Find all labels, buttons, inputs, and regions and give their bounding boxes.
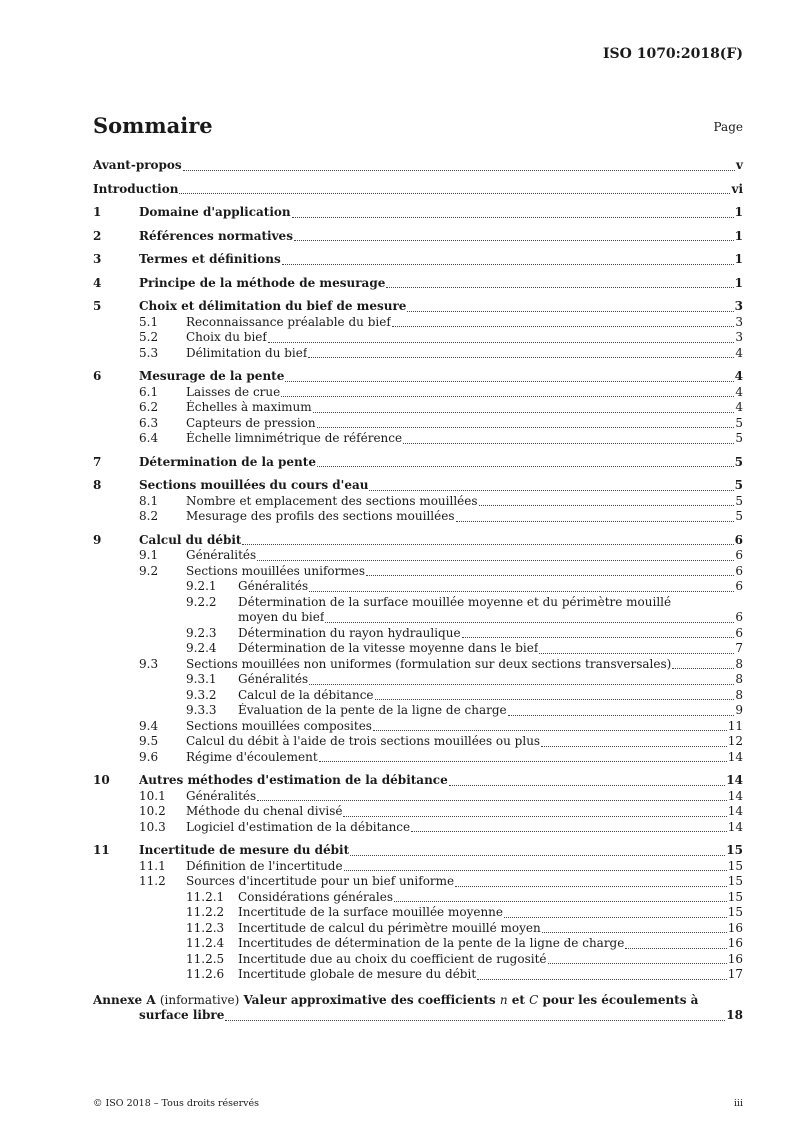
annex-title-part: pour les écoulements à — [542, 992, 699, 1007]
toc-entry-title: Capteurs de pression — [186, 415, 316, 430]
toc-entry-page: 3 — [735, 314, 743, 329]
toc-entry[interactable] — [93, 400, 743, 416]
toc-dot-leader — [449, 785, 726, 786]
toc-entry-page: 14 — [726, 773, 743, 787]
toc-entry-title: Méthode du chenal divisé — [186, 804, 343, 818]
toc-entry-title: Sections mouillées non uniformes (formulation sur deux sections transversales) — [186, 656, 672, 671]
toc-entry[interactable] — [93, 315, 743, 331]
toc-dot-leader — [462, 637, 735, 638]
annex-var-c: C — [529, 992, 539, 1007]
toc-entry-title: Avant-propos — [93, 158, 182, 172]
toc-entry-page: 14 — [727, 819, 743, 834]
toc-dot-leader — [317, 466, 734, 467]
toc-entry-title: Sections mouillées composites — [186, 718, 372, 733]
toc-dot-leader — [369, 490, 733, 491]
toc-entry-number: 9.6 — [139, 749, 159, 764]
toc-dot-leader — [672, 668, 734, 669]
toc-entry[interactable] — [93, 890, 743, 906]
toc-entry[interactable] — [93, 843, 743, 859]
toc-entry-title: Détermination de la surface mouillée moyenne et du périmètre mouillé — [238, 594, 672, 609]
toc-entry-number: 9.2.4 — [186, 641, 217, 655]
toc-entry[interactable] — [93, 509, 743, 525]
toc-entry-title: Incertitudes de détermination de la pente de la ligne de charge — [238, 936, 625, 950]
toc-entry-number: 6.2 — [139, 400, 159, 414]
toc-entry-page: 8 — [735, 672, 743, 686]
toc-entry-number: 11.2.1 — [186, 889, 225, 904]
toc-entry-title: Incertitude globale de mesure du débit — [238, 967, 477, 981]
toc-dot-leader — [394, 901, 727, 902]
toc-entry-page: 14 — [727, 804, 743, 818]
toc-entry-page: 5 — [735, 415, 743, 430]
toc-entry-title: Détermination de la pente — [139, 454, 316, 469]
toc-entry-number: 11.2.5 — [186, 951, 225, 966]
toc-entry[interactable] — [93, 750, 743, 766]
toc-entry[interactable] — [93, 874, 743, 890]
toc-entry[interactable] — [93, 548, 743, 564]
toc-dot-leader — [268, 342, 735, 343]
toc-entry-number: 6 — [93, 369, 102, 383]
toc-dot-leader — [386, 287, 733, 288]
toc-entry-page: 5 — [735, 493, 743, 508]
toc-entry[interactable] — [93, 494, 743, 510]
toc-dot-leader — [541, 746, 727, 747]
toc-entry-number: 9.3.1 — [186, 672, 217, 686]
annex-label: Annexe A — [93, 992, 156, 1007]
toc-entry-title: Sections mouillées uniformes — [186, 563, 365, 578]
toc-entry-number: 9.2 — [139, 563, 159, 578]
toc-dot-leader — [282, 264, 734, 265]
toc-entry[interactable] — [93, 789, 743, 805]
toc-entry-title: Termes et définitions — [139, 252, 281, 266]
toc-entry-page: 9 — [735, 703, 743, 717]
toc-entry[interactable] — [93, 205, 743, 221]
footer-copyright: © ISO 2018 – Tous droits réservés — [93, 1098, 260, 1109]
toc-entry-title: Délimitation du bief — [186, 345, 308, 360]
toc-entry-page: 4 — [735, 384, 743, 399]
toc-entry[interactable] — [93, 905, 743, 921]
toc-entry-title: Choix du bief — [186, 330, 267, 344]
toc-entry-title: Autres méthodes d'estimation de la débitance — [139, 773, 448, 787]
toc-entry[interactable] — [93, 158, 743, 174]
toc-entry[interactable] — [93, 734, 743, 750]
toc-entry-page: 5 — [734, 454, 743, 469]
toc-entry[interactable] — [93, 936, 743, 952]
toc-entry-number: 8.2 — [139, 509, 159, 523]
toc-entry-number: 1 — [93, 205, 102, 219]
toc-entry-title: Incertitude due au choix du coefficient de rugosité — [238, 951, 547, 966]
toc-entry-number: 11.2.4 — [186, 936, 225, 950]
toc-entry-title: Sections mouillées du cours d'eau — [139, 478, 369, 492]
toc-entry-title: Échelle limnimétrique de référence — [186, 431, 403, 445]
toc-entry-number: 5.3 — [139, 345, 159, 360]
toc-entry-title: Calcul du débit à l'aide de trois sections mouillées ou plus — [186, 734, 541, 748]
table-of-contents — [93, 158, 743, 1024]
toc-dot-leader — [508, 715, 735, 716]
toc-entry-title: Évaluation de la pente de la ligne de charge — [238, 703, 507, 717]
toc-entry-page: 4 — [734, 369, 743, 383]
toc-entry[interactable] — [93, 533, 743, 549]
toc-entry[interactable] — [93, 346, 743, 362]
toc-dot-leader — [477, 979, 727, 980]
toc-dot-leader — [504, 917, 727, 918]
annex-title-part: et — [511, 992, 525, 1007]
toc-entry-title: Introduction — [93, 181, 179, 196]
toc-dot-leader — [319, 761, 727, 762]
toc-entry-title: Détermination de la vitesse moyenne dans le bief — [238, 641, 539, 655]
toc-entry-title: Nombre et emplacement des sections mouillées — [186, 493, 478, 508]
toc-dot-leader — [257, 560, 734, 561]
toc-entry-number: 10.1 — [139, 788, 166, 803]
toc-entry-title: Considérations générales — [238, 889, 393, 904]
toc-entry-page: 6 — [735, 548, 743, 562]
toc-entry-number: 6.1 — [139, 384, 159, 399]
toc-entry-title: Choix et délimitation du bief de mesure — [139, 299, 407, 313]
toc-entry-number: 9.3.2 — [186, 687, 217, 702]
toc-entry-number: 10.3 — [139, 819, 166, 834]
toc-entry-number: 9 — [93, 532, 102, 547]
toc-entry-page: 17 — [727, 967, 743, 981]
toc-entry-page: 6 — [735, 563, 743, 578]
toc-entry-number: 9.5 — [139, 734, 159, 748]
toc-entry[interactable] — [93, 579, 743, 595]
page-title: Sommaire — [93, 113, 213, 138]
toc-entry[interactable] — [93, 431, 743, 447]
toc-entry-page: 7 — [735, 641, 743, 655]
toc-entry[interactable] — [93, 641, 743, 657]
toc-dot-leader — [313, 412, 735, 413]
toc-entry-number: 11.1 — [139, 858, 166, 873]
toc-entry[interactable] — [93, 299, 743, 315]
toc-entry-page: 6 — [735, 579, 743, 593]
page-column-label: Page — [713, 120, 743, 134]
toc-entry-page: 16 — [727, 920, 743, 935]
toc-dot-leader — [309, 684, 734, 685]
toc-entry-page: 6 — [735, 625, 743, 640]
toc-dot-leader — [294, 240, 734, 241]
toc-entry-number: 10 — [93, 773, 110, 787]
toc-entry-number: 9.3.3 — [186, 703, 217, 717]
toc-entry-title: Principe de la méthode de mesurage — [139, 275, 386, 290]
toc-entry-number: 8 — [93, 478, 102, 492]
toc-entry-number: 4 — [93, 275, 102, 290]
toc-entry-page: 12 — [727, 734, 743, 748]
toc-entry-number: 9.1 — [139, 548, 159, 562]
toc-entry-title: Échelles à maximum — [186, 400, 312, 414]
toc-entry-page: 1 — [734, 252, 743, 266]
toc-entry-page: 4 — [735, 400, 743, 414]
toc-entry-title: Incertitude de mesure du débit — [139, 843, 350, 857]
toc-entry[interactable] — [93, 229, 743, 245]
toc-dot-leader — [317, 427, 735, 428]
toc-dot-leader — [403, 443, 734, 444]
toc-dot-leader — [281, 396, 734, 397]
toc-entry-title: Laisses de crue — [186, 384, 281, 399]
annex-title-continuation: surface libre — [139, 1008, 225, 1022]
toc-entry-title: Reconnaissance préalable du bief — [186, 314, 391, 329]
toc-dot-leader — [344, 870, 727, 871]
annex-var-n: n — [499, 992, 508, 1007]
toc-entry-title: Sources d'incertitude pour un bief uniforme — [186, 874, 455, 888]
toc-dot-leader — [343, 816, 726, 817]
toc-entry-number: 11.2 — [139, 874, 166, 888]
toc-entry-title: Généralités — [238, 672, 309, 686]
toc-entry-page: 8 — [735, 687, 743, 702]
toc-entry-number: 8.1 — [139, 493, 159, 508]
toc-entry-page: 6 — [734, 532, 743, 547]
toc-entry-page: 1 — [734, 275, 743, 290]
toc-entry-title: Définition de l'incertitude — [186, 858, 343, 873]
toc-entry[interactable] — [93, 330, 743, 346]
toc-dot-leader — [257, 800, 727, 801]
toc-dot-leader — [456, 521, 735, 522]
toc-entry[interactable] — [93, 967, 743, 983]
toc-entry[interactable] — [93, 626, 743, 642]
toc-entry-page: 4 — [735, 345, 743, 360]
toc-entry-page: 11 — [727, 718, 743, 733]
toc-entry[interactable] — [93, 804, 743, 820]
toc-dot-leader — [455, 886, 727, 887]
toc-entry-title: Calcul de la débitance — [238, 687, 374, 702]
toc-entry-title: Mesurage des profils des sections mouillées — [186, 509, 455, 523]
toc-dot-leader — [285, 381, 733, 382]
toc-entry-page: 15 — [727, 874, 743, 888]
toc-entry-number: 9.2.1 — [186, 579, 217, 593]
toc-entry-page: 5 — [734, 478, 743, 492]
toc-entry-page: 5 — [735, 431, 743, 445]
toc-dot-leader — [479, 505, 735, 506]
toc-entry-page: 1 — [734, 228, 743, 243]
annex-title-part: Valeur approximative des coefficients — [243, 992, 496, 1007]
toc-dot-leader — [309, 591, 734, 592]
toc-entry-title: Généralités — [186, 548, 257, 562]
toc-dot-leader — [539, 653, 734, 654]
toc-entry-page: 14 — [727, 788, 743, 803]
toc-entry-page: 3 — [735, 330, 743, 344]
toc-entry-number: 11.2.6 — [186, 967, 225, 981]
toc-entry-number: 5 — [93, 299, 102, 313]
toc-entry[interactable] — [93, 478, 743, 494]
toc-entry-title-continuation: moyen du bief — [238, 610, 325, 624]
toc-entry-title: Références normatives — [139, 228, 293, 243]
toc-entry-page: 8 — [735, 656, 743, 671]
toc-entry-number: 9.3 — [139, 656, 159, 671]
toc-entry[interactable] — [93, 773, 743, 789]
toc-entry-number: 5.2 — [139, 330, 159, 344]
toc-entry-annex-a[interactable] — [93, 993, 743, 1024]
toc-entry-title: Régime d'écoulement — [186, 749, 318, 764]
toc-entry-number: 6.4 — [139, 431, 159, 445]
toc-entry-number: 5.1 — [139, 314, 159, 329]
toc-dot-leader — [366, 575, 734, 576]
toc-entry[interactable] — [93, 416, 743, 432]
toc-entry[interactable] — [93, 252, 743, 268]
toc-entry-title: Logiciel d'estimation de la débitance — [186, 819, 411, 834]
toc-entry-title: Domaine d'application — [139, 205, 291, 219]
toc-dot-leader — [411, 831, 727, 832]
toc-entry-page: 1 — [734, 205, 743, 219]
toc-entry-page: 3 — [734, 299, 743, 313]
toc-entry[interactable] — [93, 859, 743, 875]
toc-entry-title: Incertitude de la surface mouillée moyenne — [238, 905, 504, 919]
toc-entry-number: 9.2.3 — [186, 625, 217, 640]
toc-entry-number: 2 — [93, 228, 102, 243]
toc-dot-leader — [183, 170, 735, 171]
toc-entry-number: 7 — [93, 454, 102, 469]
toc-entry[interactable] — [93, 672, 743, 688]
toc-entry-number: 10.2 — [139, 804, 166, 818]
toc-entry-title: Calcul du débit — [139, 532, 242, 547]
toc-entry-page: v — [736, 158, 743, 172]
toc-entry-page: 15 — [726, 843, 743, 857]
toc-entry[interactable] — [93, 455, 743, 471]
toc-entry[interactable] — [93, 369, 743, 385]
toc-dot-leader — [625, 948, 726, 949]
toc-entry[interactable] — [93, 703, 743, 719]
toc-entry[interactable] — [93, 595, 743, 626]
toc-entry[interactable] — [93, 719, 743, 735]
toc-dot-leader — [548, 963, 727, 964]
toc-entry[interactable] — [93, 921, 743, 937]
toc-dot-leader — [350, 855, 725, 856]
toc-entry-title: Mesurage de la pente — [139, 369, 285, 383]
toc-entry[interactable] — [93, 385, 743, 401]
toc-entry-number: 6.3 — [139, 415, 159, 430]
toc-entry[interactable] — [93, 657, 743, 673]
toc-dot-leader — [225, 1020, 725, 1021]
toc-entry-page: 15 — [727, 889, 743, 904]
toc-dot-leader — [542, 932, 727, 933]
toc-entry-number: 11.2.3 — [186, 920, 225, 935]
toc-entry-number: 3 — [93, 252, 102, 266]
toc-dot-leader — [242, 544, 733, 545]
toc-entry[interactable] — [93, 820, 743, 836]
document-id: ISO 1070:2018(F) — [602, 46, 743, 62]
toc-dot-leader — [392, 326, 735, 327]
toc-dot-leader — [179, 193, 730, 194]
toc-entry-page: 14 — [727, 749, 743, 764]
toc-entry[interactable] — [93, 276, 743, 292]
toc-entry-page: 16 — [727, 936, 743, 950]
toc-entry-title: Incertitude de calcul du périmètre mouillé moyen — [238, 920, 541, 935]
toc-entry[interactable] — [93, 688, 743, 704]
toc-entry-page: 6 — [735, 610, 743, 624]
toc-entry-page: 5 — [735, 509, 743, 523]
toc-entry-page: 18 — [726, 1008, 743, 1022]
toc-entry-number: 9.4 — [139, 718, 159, 733]
toc-entry-title: Généralités — [238, 579, 309, 593]
toc-entry-title: Détermination du rayon hydraulique — [238, 625, 461, 640]
toc-entry-number: 11 — [93, 843, 110, 857]
footer-page-number: iii — [733, 1098, 743, 1109]
toc-entry[interactable] — [93, 564, 743, 580]
toc-entry-number: 9.2.2 — [186, 594, 217, 609]
toc-dot-leader — [375, 699, 735, 700]
toc-dot-leader — [325, 622, 734, 623]
toc-entry-page: 16 — [727, 951, 743, 966]
toc-entry-page: 15 — [727, 905, 743, 919]
toc-entry-title: Généralités — [186, 788, 257, 803]
toc-dot-leader — [308, 357, 734, 358]
toc-dot-leader — [292, 217, 734, 218]
annex-kind: (informative) — [159, 992, 240, 1007]
toc-entry-page: 15 — [727, 858, 743, 873]
toc-dot-leader — [373, 730, 727, 731]
toc-dot-leader — [407, 311, 733, 312]
toc-entry-number: 11.2.2 — [186, 905, 225, 919]
toc-entry[interactable] — [93, 952, 743, 968]
toc-entry[interactable] — [93, 182, 743, 198]
toc-entry-page: vi — [731, 181, 743, 196]
